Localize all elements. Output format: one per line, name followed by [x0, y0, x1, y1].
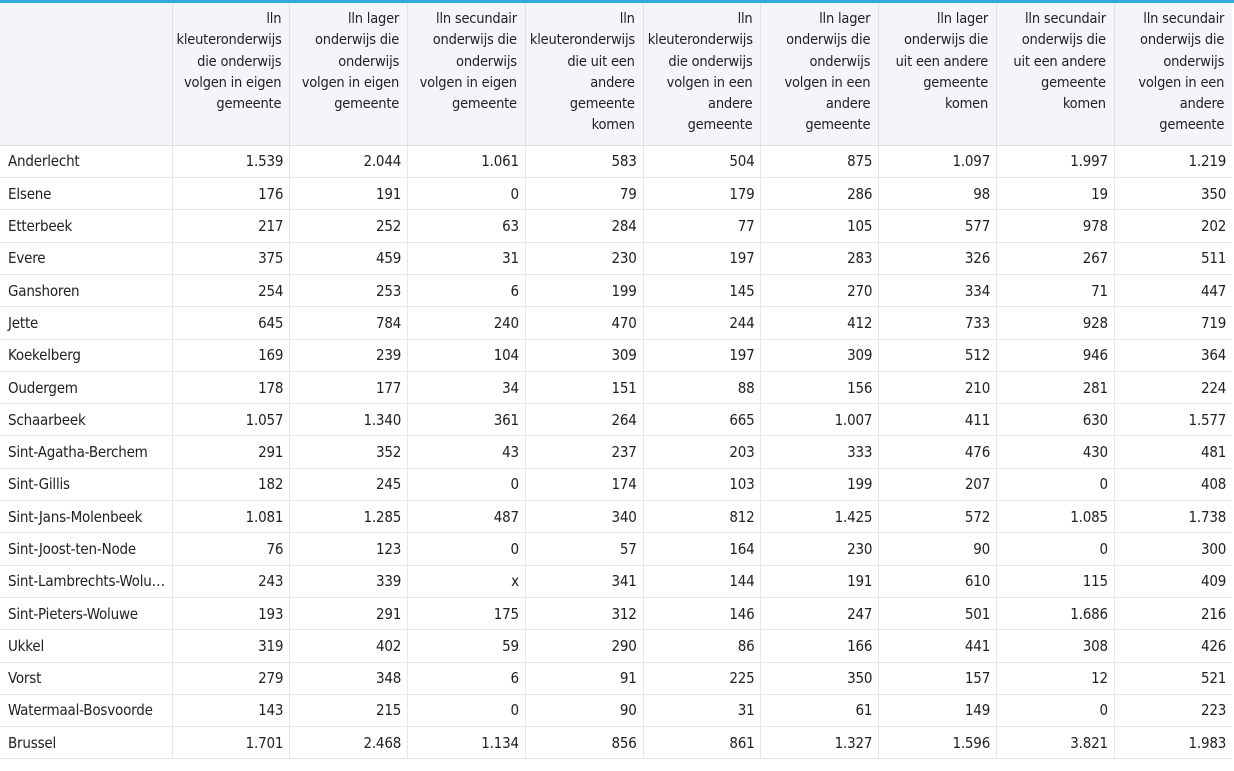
column-header-line: kleuteronderwijs [176, 32, 282, 49]
table-header [0, 3, 1232, 145]
row-label-municipality: Sint-Pieters-Woluwe [0, 597, 172, 629]
table-cell: 340 [525, 501, 643, 533]
column-header-line: volgen in eigen [419, 74, 517, 91]
table-cell: 174 [525, 468, 643, 500]
table-cell: 309 [761, 339, 879, 371]
table-cell: 352 [290, 436, 408, 468]
column-header-line: komen [1062, 96, 1106, 113]
column-header-6[interactable] [761, 3, 879, 145]
table-cell: 179 [643, 178, 761, 210]
row-label-municipality: Oudergem [0, 371, 172, 403]
table-cell: 1.327 [761, 727, 879, 759]
table-cell: 364 [1114, 339, 1232, 371]
table-cell: 1.097 [879, 145, 997, 177]
table-cell: 319 [172, 630, 290, 662]
table-cell: 254 [172, 274, 290, 306]
table-cell: 856 [525, 727, 643, 759]
table-cell: 645 [172, 307, 290, 339]
row-label-municipality: Ganshoren [0, 274, 172, 306]
table-cell: 197 [643, 242, 761, 274]
table-cell: 244 [643, 307, 761, 339]
table-cell: 176 [172, 178, 290, 210]
table-cell: 1.539 [172, 145, 290, 177]
column-header-3[interactable] [408, 3, 526, 145]
table-row[interactable] [0, 307, 1232, 339]
table-cell: 350 [1114, 178, 1232, 210]
column-header-line: andere [1179, 96, 1225, 113]
table-cell: 1.701 [172, 727, 290, 759]
table-cell: 312 [525, 597, 643, 629]
column-header-line: gemeente [805, 117, 871, 134]
table-cell: 572 [879, 501, 997, 533]
row-label-municipality: Sint-Lambrechts-Wolu… [0, 565, 172, 597]
table-cell: 875 [761, 145, 879, 177]
table-cell: 191 [290, 178, 408, 210]
table-cell: 290 [525, 630, 643, 662]
table-row[interactable] [0, 630, 1232, 662]
table-cell: 333 [761, 436, 879, 468]
table-cell: 59 [408, 630, 526, 662]
table-cell: 1.340 [290, 404, 408, 436]
table-cell: 149 [879, 694, 997, 726]
table-cell: 239 [290, 339, 408, 371]
table-cell: 202 [1114, 210, 1232, 242]
table-cell: 151 [525, 371, 643, 403]
table-cell: 175 [408, 597, 526, 629]
table-cell: 217 [172, 210, 290, 242]
table-cell: 577 [879, 210, 997, 242]
table-cell: 348 [290, 662, 408, 694]
table-cell: 210 [879, 371, 997, 403]
table-cell: 199 [761, 468, 879, 500]
column-header-line: onderwijs [809, 53, 871, 70]
table-cell: 2.044 [290, 145, 408, 177]
table-cell: 247 [761, 597, 879, 629]
table-cell: 61 [761, 694, 879, 726]
table-cell: 19 [997, 178, 1115, 210]
table-cell: 57 [525, 533, 643, 565]
table-cell: 1.425 [761, 501, 879, 533]
header-row [0, 3, 1232, 145]
table-cell: 733 [879, 307, 997, 339]
column-header-line: die uit een [567, 53, 635, 70]
table-row[interactable] [0, 597, 1232, 629]
table-cell: 240 [408, 307, 526, 339]
column-header-line: lln lager [936, 11, 989, 27]
table-cell: 31 [643, 694, 761, 726]
table-cell: 441 [879, 630, 997, 662]
table-cell: 861 [643, 727, 761, 759]
table-cell: 426 [1114, 630, 1232, 662]
table-cell: 946 [997, 339, 1115, 371]
table-cell: 237 [525, 436, 643, 468]
table-cell: 286 [761, 178, 879, 210]
row-label-municipality: Elsene [0, 178, 172, 210]
table-row[interactable] [0, 468, 1232, 500]
column-header-4[interactable] [525, 3, 643, 145]
column-header-line: lln [266, 11, 282, 27]
table-cell: 166 [761, 630, 879, 662]
table-cell: 104 [408, 339, 526, 371]
table-cell: 90 [879, 533, 997, 565]
column-header-line: gemeente [1159, 117, 1225, 134]
table-cell: 361 [408, 404, 526, 436]
table-cell: 77 [643, 210, 761, 242]
table-cell: 412 [761, 307, 879, 339]
table-cell: 43 [408, 436, 526, 468]
data-table [0, 3, 1232, 759]
table-cell: 31 [408, 242, 526, 274]
table-cell: 0 [408, 468, 526, 500]
table-cell: 90 [525, 694, 643, 726]
table-cell: 308 [997, 630, 1115, 662]
column-header-line: onderwijs die [1021, 32, 1106, 49]
table-row[interactable] [0, 533, 1232, 565]
table-cell: 264 [525, 404, 643, 436]
table-cell: 512 [879, 339, 997, 371]
column-header-line: gemeente [569, 96, 635, 113]
column-header-line: onderwijs die [1140, 32, 1225, 49]
table-cell: 3.821 [997, 727, 1115, 759]
table-cell: 105 [761, 210, 879, 242]
table-cell: 156 [761, 371, 879, 403]
table-cell: 169 [172, 339, 290, 371]
table-cell: 224 [1114, 371, 1232, 403]
table-cell: 88 [643, 371, 761, 403]
table-cell: 157 [879, 662, 997, 694]
table-cell: 784 [290, 307, 408, 339]
table-cell: 215 [290, 694, 408, 726]
column-header-line: die onderwijs [668, 53, 753, 70]
row-label-municipality: Schaarbeek [0, 404, 172, 436]
table-cell: 178 [172, 371, 290, 403]
column-header-line: onderwijs die [314, 32, 400, 49]
table-cell: 86 [643, 630, 761, 662]
table-cell: 1.081 [172, 501, 290, 533]
table-cell: 630 [997, 404, 1115, 436]
table-cell: 501 [879, 597, 997, 629]
column-header-line: lln [619, 11, 635, 27]
column-header-line: onderwijs die [786, 32, 871, 49]
row-label-municipality: Jette [0, 307, 172, 339]
table-cell: 504 [643, 145, 761, 177]
table-cell: 71 [997, 274, 1115, 306]
header-corner-cell [0, 3, 172, 145]
table-cell: 291 [290, 597, 408, 629]
table-row[interactable] [0, 242, 1232, 274]
column-header-line: uit een andere [895, 53, 989, 70]
table-cell: 341 [525, 565, 643, 597]
table-cell: 267 [997, 242, 1115, 274]
row-label-municipality: Ukkel [0, 630, 172, 662]
table-cell: 103 [643, 468, 761, 500]
column-header-2[interactable] [290, 3, 408, 145]
row-label-municipality: Anderlecht [0, 145, 172, 177]
table-cell: 2.468 [290, 727, 408, 759]
table-cell: 164 [643, 533, 761, 565]
table-row[interactable] [0, 436, 1232, 468]
row-label-municipality: Brussel [0, 727, 172, 759]
table-cell: 123 [290, 533, 408, 565]
column-header-line: andere [708, 96, 753, 113]
table-row[interactable] [0, 371, 1232, 403]
column-header-line: andere [825, 96, 871, 113]
table-cell: 0 [408, 178, 526, 210]
table-cell: 281 [997, 371, 1115, 403]
table-row[interactable] [0, 274, 1232, 306]
table-row[interactable] [0, 404, 1232, 436]
column-header-line: andere [590, 74, 635, 91]
table-cell: 191 [761, 565, 879, 597]
column-header-line: kleuteronderwijs [529, 32, 635, 49]
column-header-9[interactable] [1114, 3, 1232, 145]
table-cell: 6 [408, 662, 526, 694]
table-cell: 203 [643, 436, 761, 468]
table-cell: 470 [525, 307, 643, 339]
column-header-line: gemeente [1040, 74, 1106, 91]
column-header-line: gemeente [687, 117, 753, 134]
table-row[interactable] [0, 145, 1232, 177]
table-cell: 409 [1114, 565, 1232, 597]
table-cell: 408 [1114, 468, 1232, 500]
row-label-municipality: Sint-Joost-ten-Node [0, 533, 172, 565]
column-header-8[interactable] [997, 3, 1115, 145]
row-label-municipality: Evere [0, 242, 172, 274]
table-cell: 487 [408, 501, 526, 533]
table-cell: 252 [290, 210, 408, 242]
table-cell: x [408, 565, 526, 597]
table-cell: 375 [172, 242, 290, 274]
table-cell: 1.007 [761, 404, 879, 436]
column-header-line: volgen in een [1138, 74, 1225, 91]
row-label-municipality: Sint-Jans-Molenbeek [0, 501, 172, 533]
table-cell: 270 [761, 274, 879, 306]
table-cell: 63 [408, 210, 526, 242]
table-cell: 1.085 [997, 501, 1115, 533]
table-cell: 928 [997, 307, 1115, 339]
table-cell: 411 [879, 404, 997, 436]
table-cell: 284 [525, 210, 643, 242]
table-cell: 1.997 [997, 145, 1115, 177]
column-header-1[interactable] [172, 3, 290, 145]
column-header-line: onderwijs die [432, 32, 517, 49]
table-cell: 0 [997, 694, 1115, 726]
table-cell: 1.596 [879, 727, 997, 759]
column-header-line: volgen in eigen [183, 74, 282, 91]
table-cell: 230 [761, 533, 879, 565]
column-header-line: gemeente [334, 96, 400, 113]
table-cell: 199 [525, 274, 643, 306]
column-header-line: volgen in een [784, 74, 871, 91]
table-cell: 1.577 [1114, 404, 1232, 436]
column-header-line: komen [945, 96, 989, 113]
table-row[interactable] [0, 565, 1232, 597]
table-row[interactable] [0, 339, 1232, 371]
column-header-line: lln lager [347, 11, 400, 27]
table-cell: 1.061 [408, 145, 526, 177]
table-cell: 253 [290, 274, 408, 306]
row-label-municipality: Etterbeek [0, 210, 172, 242]
table-cell: 34 [408, 371, 526, 403]
column-header-line: gemeente [216, 96, 282, 113]
table-cell: 0 [997, 468, 1115, 500]
table-cell: 1.686 [997, 597, 1115, 629]
table-cell: 719 [1114, 307, 1232, 339]
table-cell: 309 [525, 339, 643, 371]
table-cell: 300 [1114, 533, 1232, 565]
table-cell: 481 [1114, 436, 1232, 468]
table-cell: 812 [643, 501, 761, 533]
table-cell: 143 [172, 694, 290, 726]
table-cell: 1.285 [290, 501, 408, 533]
table-cell: 76 [172, 533, 290, 565]
table-cell: 98 [879, 178, 997, 210]
table-cell: 459 [290, 242, 408, 274]
column-header-line: onderwijs [1163, 53, 1225, 70]
table-cell: 91 [525, 662, 643, 694]
table-cell: 207 [879, 468, 997, 500]
row-label-municipality: Sint-Gillis [0, 468, 172, 500]
table-cell: 326 [879, 242, 997, 274]
table-cell: 0 [408, 533, 526, 565]
row-label-municipality: Sint-Agatha-Berchem [0, 436, 172, 468]
table-cell: 0 [408, 694, 526, 726]
table-row[interactable] [0, 727, 1232, 759]
table-body [0, 145, 1232, 759]
row-label-municipality: Vorst [0, 662, 172, 694]
column-header-line: lln secundair [1025, 11, 1106, 27]
column-header-line: komen [591, 117, 635, 134]
table-cell: 665 [643, 404, 761, 436]
table-row[interactable] [0, 210, 1232, 242]
column-header-line: lln [737, 11, 753, 27]
table-row[interactable] [0, 694, 1232, 726]
table-row[interactable] [0, 501, 1232, 533]
table-cell: 144 [643, 565, 761, 597]
table-cell: 230 [525, 242, 643, 274]
column-header-7[interactable] [879, 3, 997, 145]
table-cell: 216 [1114, 597, 1232, 629]
table-cell: 12 [997, 662, 1115, 694]
table-cell: 1.134 [408, 727, 526, 759]
table-cell: 978 [997, 210, 1115, 242]
row-label-municipality: Koekelberg [0, 339, 172, 371]
table-cell: 334 [879, 274, 997, 306]
column-header-line: lln secundair [436, 11, 517, 27]
table-cell: 1.983 [1114, 727, 1232, 759]
column-header-line: uit een andere [1013, 53, 1106, 70]
table-cell: 476 [879, 436, 997, 468]
table-cell: 177 [290, 371, 408, 403]
table-cell: 145 [643, 274, 761, 306]
table-cell: 193 [172, 597, 290, 629]
table-cell: 511 [1114, 242, 1232, 274]
column-header-line: lln lager [819, 11, 871, 27]
table-cell: 1.738 [1114, 501, 1232, 533]
table-cell: 447 [1114, 274, 1232, 306]
column-header-line: lln secundair [1143, 11, 1225, 27]
table-cell: 182 [172, 468, 290, 500]
table-row[interactable] [0, 662, 1232, 694]
table-cell: 402 [290, 630, 408, 662]
column-header-line: volgen in een [666, 74, 753, 91]
column-header-line: die onderwijs [197, 53, 282, 70]
table-cell: 583 [525, 145, 643, 177]
table-cell: 1.057 [172, 404, 290, 436]
table-cell: 79 [525, 178, 643, 210]
table-cell: 610 [879, 565, 997, 597]
table-row[interactable] [0, 178, 1232, 210]
table-cell: 283 [761, 242, 879, 274]
column-header-line: kleuteronderwijs [647, 32, 753, 49]
table-cell: 6 [408, 274, 526, 306]
table-cell: 245 [290, 468, 408, 500]
column-header-line: onderwijs [338, 53, 400, 70]
table-cell: 279 [172, 662, 290, 694]
table-cell: 146 [643, 597, 761, 629]
table-cell: 115 [997, 565, 1115, 597]
table-cell: 243 [172, 565, 290, 597]
table-cell: 430 [997, 436, 1115, 468]
table-cell: 225 [643, 662, 761, 694]
table-cell: 1.219 [1114, 145, 1232, 177]
column-header-5[interactable] [643, 3, 761, 145]
column-header-line: onderwijs [456, 53, 517, 70]
column-header-line: gemeente [452, 96, 517, 113]
column-header-line: gemeente [923, 74, 989, 91]
column-header-line: volgen in eigen [301, 74, 400, 91]
table-cell: 0 [997, 533, 1115, 565]
table-cell: 339 [290, 565, 408, 597]
table-cell: 197 [643, 339, 761, 371]
table-cell: 350 [761, 662, 879, 694]
row-label-municipality: Watermaal-Bosvoorde [0, 694, 172, 726]
table-cell: 521 [1114, 662, 1232, 694]
column-header-line: onderwijs die [903, 32, 989, 49]
table-cell: 291 [172, 436, 290, 468]
table-cell: 223 [1114, 694, 1232, 726]
